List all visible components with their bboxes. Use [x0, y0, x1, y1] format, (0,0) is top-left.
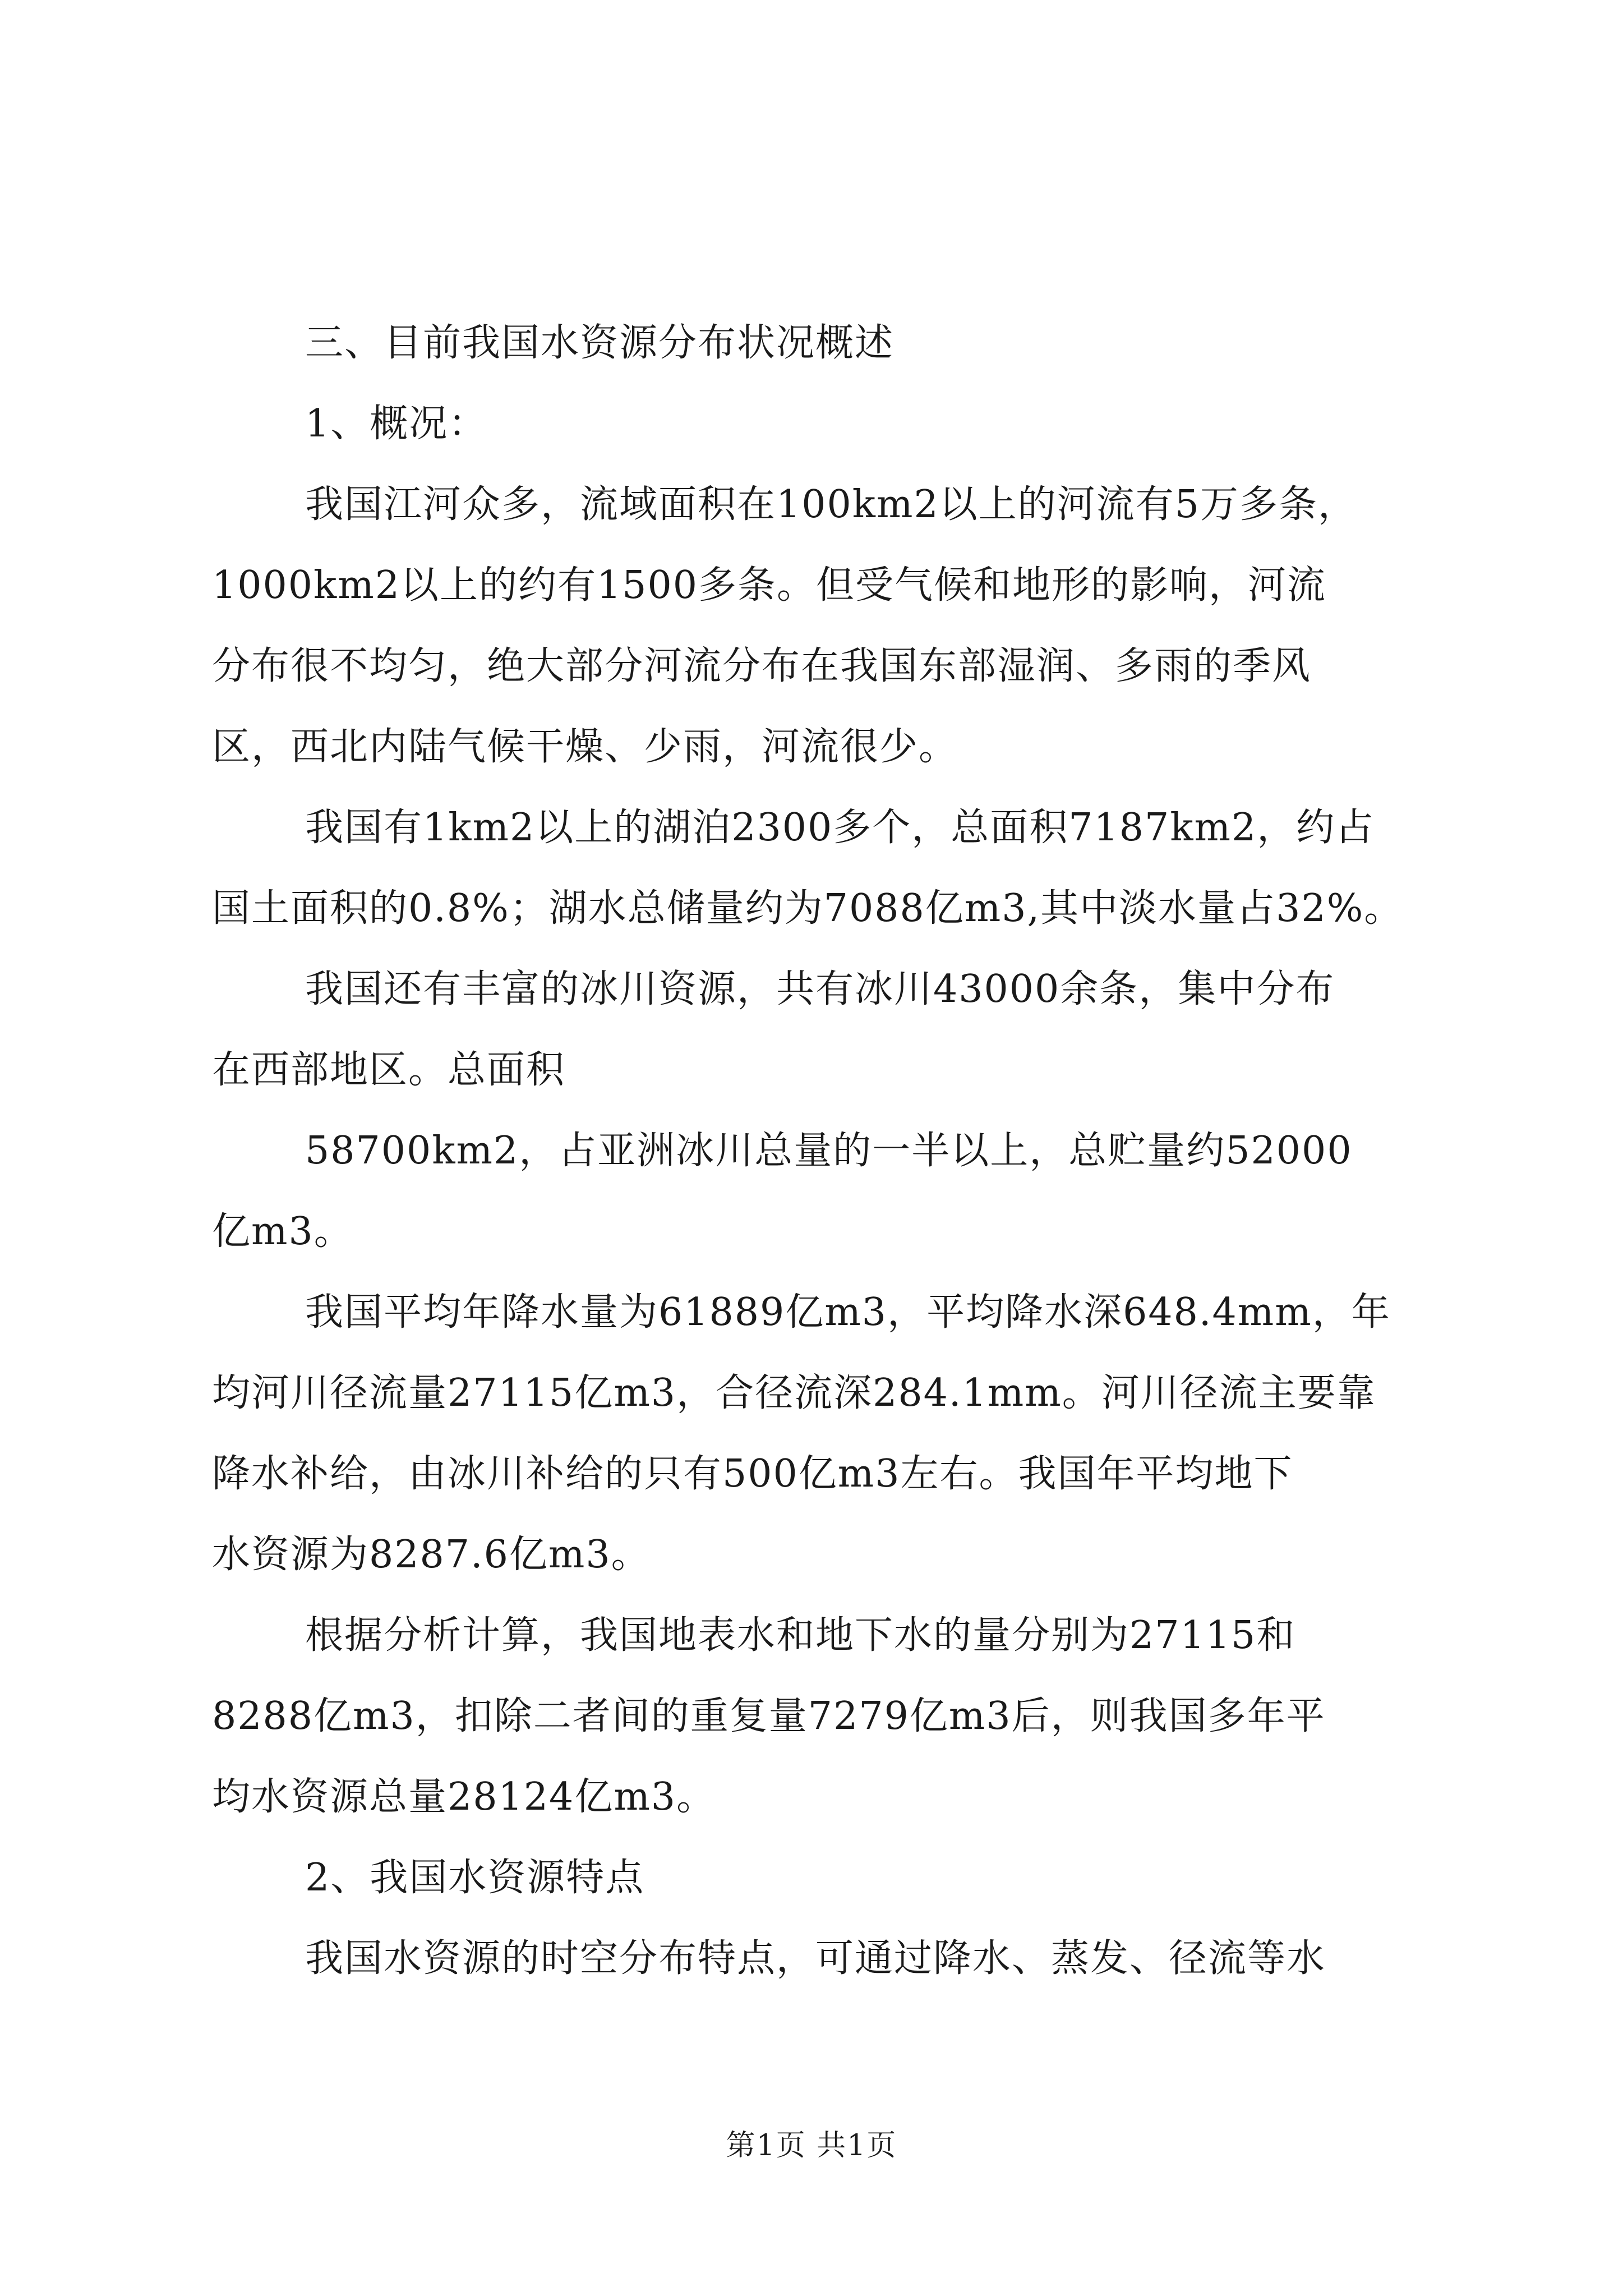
subsection-heading: 2、我国水资源特点: [305, 1856, 645, 1900]
paragraph-line: 我国平均年降水量为61889亿m3，平均降水深648.4mm，年: [305, 1290, 1391, 1335]
paragraph-line: 分布很不均匀，绝大部分河流分布在我国东部湿润、多雨的季风: [212, 644, 1312, 688]
paragraph-line: 1000km2以上的约有1500多条。但受气候和地形的影响，河流: [212, 563, 1327, 608]
paragraph-line: 均河川径流量27115亿m3，合径流深284.1mm。河川径流主要靠: [212, 1371, 1376, 1415]
subsection-heading: 1、概况：: [305, 402, 488, 446]
paragraph-line: 我国还有丰富的冰川资源，共有冰川43000余条，集中分布: [305, 967, 1335, 1011]
paragraph-line: 我国水资源的时空分布特点，可通过降水、蒸发、径流等水: [305, 1936, 1326, 1981]
paragraph-line: 8288亿m3，扣除二者间的重复量7279亿m3后，则我国多年平: [212, 1694, 1326, 1738]
paragraph-line: 水资源为8287.6亿m3。: [212, 1533, 651, 1577]
paragraph-line: 亿m3。: [212, 1209, 353, 1254]
document-body: [212, 303, 1435, 1999]
paragraph-line: 区，西北内陆气候干燥、少雨，河流很少。: [212, 725, 958, 769]
paragraph-line: 我国有1km2以上的湖泊2300多个，总面积7187km2，约占: [305, 806, 1375, 850]
page-footer: 第1页 共1页: [726, 2129, 897, 2162]
paragraph-line: 国土面积的0.8%；湖水总储量约为7088亿m3,其中淡水量占32%。: [212, 886, 1404, 931]
paragraph-line: 降水补给，由冰川补给的只有500亿m3左右。我国年平均地下: [212, 1452, 1293, 1496]
paragraph-line: 均水资源总量28124亿m3。: [212, 1775, 716, 1819]
section-heading: 三、目前我国水资源分布状况概述: [305, 321, 895, 365]
paragraph-line: 我国江河众多，流域面积在100km2以上的河流有5万多条，: [305, 482, 1358, 527]
paragraph-line: 根据分析计算，我国地表水和地下水的量分别为27115和: [305, 1613, 1296, 1658]
paragraph-line: 在西部地区。总面积: [212, 1048, 566, 1092]
paragraph-line: 58700km2，占亚洲冰川总量的一半以上，总贮量约52000: [305, 1129, 1353, 1173]
